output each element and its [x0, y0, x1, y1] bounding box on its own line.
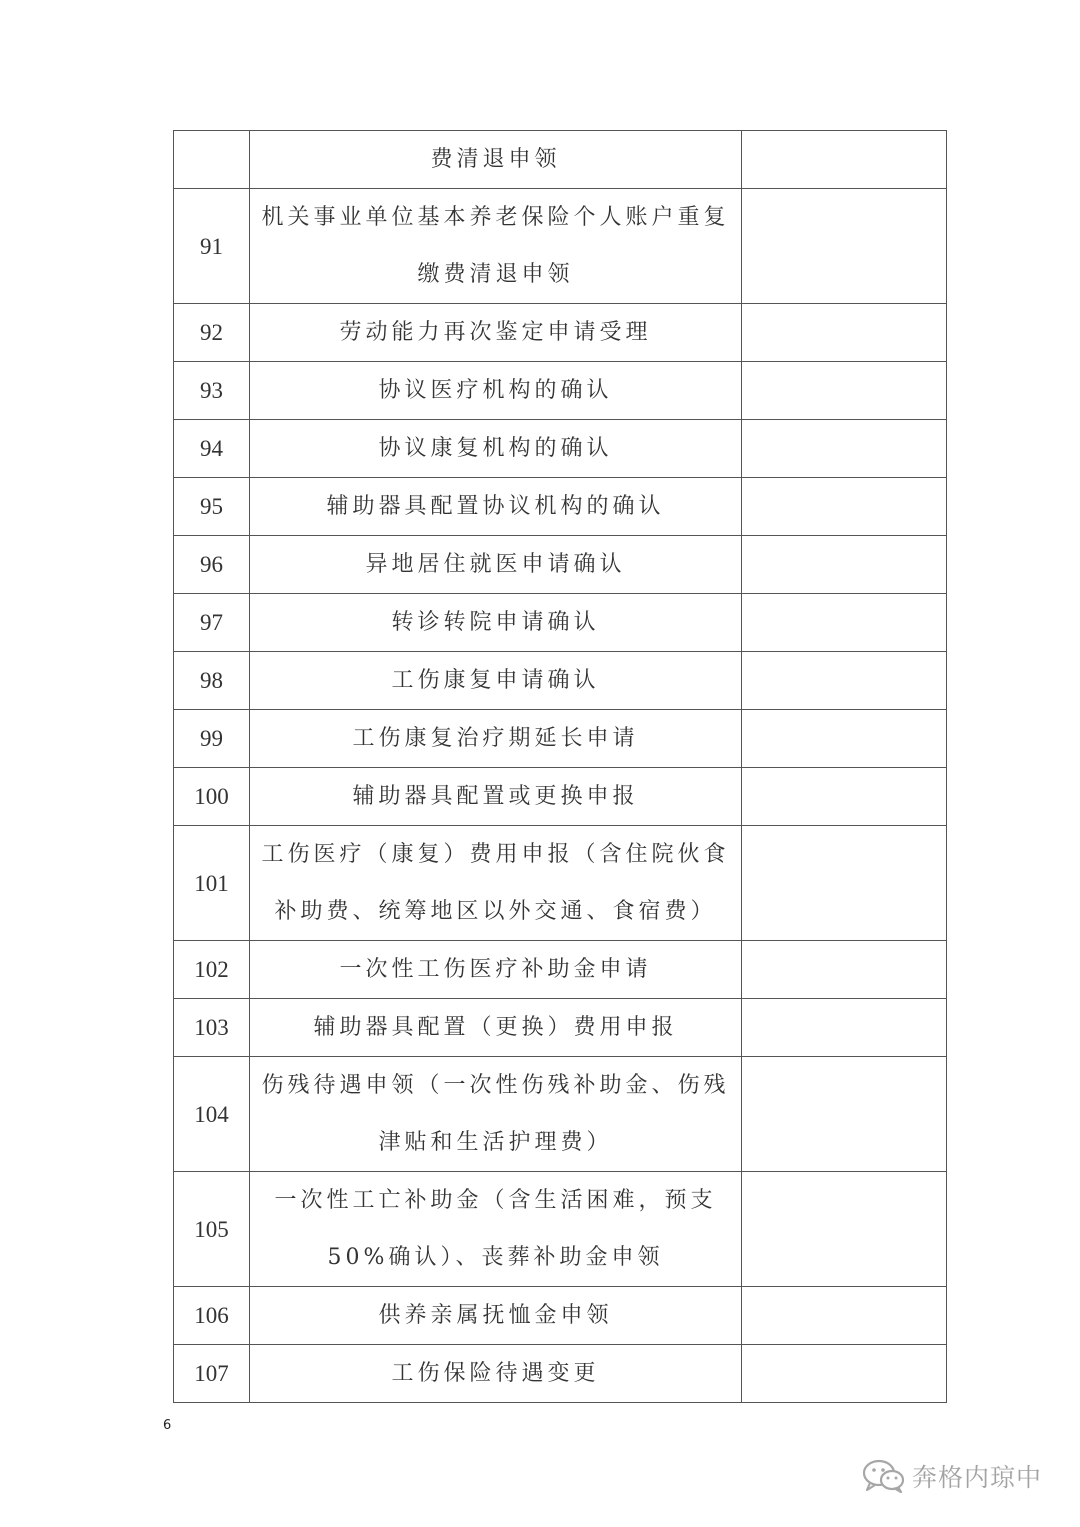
- table-body: [174, 131, 947, 1403]
- service-items-table: [173, 130, 947, 1403]
- item-name-cell: [250, 304, 742, 362]
- item-name-cell: [250, 1345, 742, 1403]
- row-number: 95: [174, 478, 250, 536]
- row-number: 91: [174, 189, 250, 304]
- table-row: [174, 420, 947, 478]
- row-number: 105: [174, 1172, 250, 1287]
- table-row: [174, 941, 947, 999]
- item-name-cell: [250, 1287, 742, 1345]
- note-cell: [742, 131, 947, 189]
- row-number: 103: [174, 999, 250, 1057]
- item-name-cell: [250, 710, 742, 768]
- item-name-cell: [250, 826, 742, 941]
- row-number: 96: [174, 536, 250, 594]
- note-cell: [742, 1287, 947, 1345]
- item-name-cell: [250, 478, 742, 536]
- item-name: 一次性工亡补助金（含生活困难，预支50%确认）、丧葬补助金申领: [274, 1188, 717, 1270]
- table-row: [174, 1345, 947, 1403]
- page-number: 6: [163, 1418, 172, 1433]
- item-name-cell: [250, 999, 742, 1057]
- row-number: 100: [174, 768, 250, 826]
- note-cell: [742, 362, 947, 420]
- item-name: 辅助器具配置或更换申报: [352, 784, 639, 809]
- row-number: 98: [174, 652, 250, 710]
- table-row: [174, 189, 947, 304]
- item-name: 协议康复机构的确认: [378, 436, 613, 461]
- row-number: 106: [174, 1287, 250, 1345]
- watermark: [862, 1458, 1042, 1494]
- note-cell: [742, 420, 947, 478]
- table-row: [174, 710, 947, 768]
- table-row: [174, 826, 947, 941]
- item-name: 辅助器具配置协议机构的确认: [326, 494, 665, 519]
- note-cell: [742, 1057, 947, 1172]
- table-row: [174, 1172, 947, 1287]
- note-cell: [742, 710, 947, 768]
- note-cell: [742, 189, 947, 304]
- item-name-cell: [250, 594, 742, 652]
- note-cell: [742, 652, 947, 710]
- row-number: 104: [174, 1057, 250, 1172]
- wechat-icon: [862, 1459, 906, 1493]
- table-row: [174, 594, 947, 652]
- item-name-cell: [250, 189, 742, 304]
- item-name: 工伤康复申请确认: [391, 668, 600, 693]
- item-name: 工伤保险待遇变更: [391, 1361, 600, 1386]
- item-name-cell: [250, 131, 742, 189]
- note-cell: [742, 478, 947, 536]
- row-number: 97: [174, 594, 250, 652]
- item-name-cell: [250, 1172, 742, 1287]
- note-cell: [742, 536, 947, 594]
- item-name-cell: [250, 941, 742, 999]
- item-name-cell: [250, 652, 742, 710]
- table-row: [174, 1057, 947, 1172]
- item-name: 费清退申领: [430, 147, 561, 172]
- note-cell: [742, 1345, 947, 1403]
- table-row: [174, 1287, 947, 1345]
- row-number: 94: [174, 420, 250, 478]
- table-row: [174, 768, 947, 826]
- note-cell: [742, 826, 947, 941]
- row-number: 101: [174, 826, 250, 941]
- watermark-text: 奔格内琼中: [912, 1463, 1043, 1492]
- table-row: [174, 999, 947, 1057]
- item-name: 供养亲属抚恤金申领: [378, 1303, 613, 1328]
- note-cell: [742, 941, 947, 999]
- note-cell: [742, 999, 947, 1057]
- item-name: 工伤医疗（康复）费用申报（含住院伙食补助费、统筹地区以外交通、食宿费）: [261, 842, 730, 924]
- item-name-cell: [250, 420, 742, 478]
- item-name: 异地居住就医申请确认: [365, 552, 626, 577]
- table-row: [174, 652, 947, 710]
- table-row: [174, 536, 947, 594]
- item-name: 机关事业单位基本养老保险个人账户重复缴费清退申领: [261, 205, 730, 287]
- row-number: 92: [174, 304, 250, 362]
- item-name: 工伤康复治疗期延长申请: [352, 726, 639, 751]
- item-name: 转诊转院申请确认: [391, 610, 600, 635]
- item-name: 一次性工伤医疗补助金申请: [339, 957, 652, 982]
- item-name-cell: [250, 536, 742, 594]
- note-cell: [742, 304, 947, 362]
- row-number: 107: [174, 1345, 250, 1403]
- table-row: [174, 131, 947, 189]
- item-name: 辅助器具配置（更换）费用申报: [313, 1015, 678, 1040]
- note-cell: [742, 594, 947, 652]
- table-row: [174, 304, 947, 362]
- item-name-cell: [250, 768, 742, 826]
- row-number: 93: [174, 362, 250, 420]
- row-number: 102: [174, 941, 250, 999]
- note-cell: [742, 768, 947, 826]
- row-number: 99: [174, 710, 250, 768]
- table-row: [174, 362, 947, 420]
- item-name-cell: [250, 1057, 742, 1172]
- item-name: 伤残待遇申领（一次性伤残补助金、伤残津贴和生活护理费）: [261, 1073, 730, 1155]
- item-name: 劳动能力再次鉴定申请受理: [339, 320, 652, 345]
- item-name-cell: [250, 362, 742, 420]
- note-cell: [742, 1172, 947, 1287]
- table-row: [174, 478, 947, 536]
- row-number: [174, 131, 250, 189]
- item-name: 协议医疗机构的确认: [378, 378, 613, 403]
